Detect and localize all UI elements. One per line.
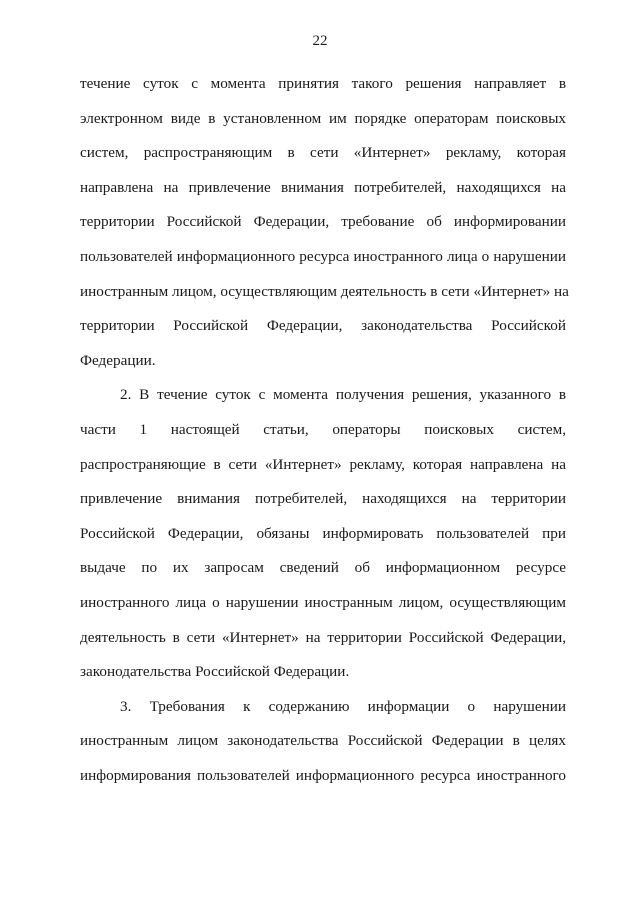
text-line: Российской Федерации, обязаны информировать пользователей при bbox=[80, 524, 566, 542]
paragraph-item-3 bbox=[80, 690, 566, 794]
text-line: деятельность в сети «Интернет» на территории Российской Федерации, bbox=[80, 628, 566, 646]
text-line: пользователей информационного ресурса иностранного лица о нарушении bbox=[80, 247, 566, 265]
text-line: законодательства Российской Федерации. bbox=[80, 663, 350, 681]
text-line: 3. Требования к содержанию информации о нарушении bbox=[120, 697, 566, 715]
document-body bbox=[80, 67, 569, 793]
text-line: распространяющие в сети «Интернет» рекламу, которая направлена на bbox=[80, 455, 566, 473]
text-line: Федерации. bbox=[80, 351, 156, 369]
text-line: 2. В течение суток с момента получения решения, указанного в bbox=[120, 386, 566, 404]
text-line: систем, распространяющим в сети «Интернет» рекламу, которая bbox=[80, 144, 566, 162]
text-line: части 1 настоящей статьи, операторы поисковых систем, bbox=[80, 420, 566, 438]
page-number: 22 bbox=[312, 33, 328, 49]
text-line: направлена на привлечение внимания потребителей, находящихся на bbox=[80, 178, 566, 196]
text-line: электронном виде в установленном им порядке операторам поисковых bbox=[80, 109, 566, 127]
text-line: иностранного лица о нарушении иностранным лицом, осуществляющим bbox=[80, 593, 566, 611]
paragraph-continuation bbox=[80, 67, 569, 378]
text-line: иностранным лицом законодательства Российской Федерации в целях bbox=[80, 732, 566, 750]
text-line: территории Российской Федерации, требование об информировании bbox=[80, 213, 566, 231]
text-line: привлечение внимания потребителей, находящихся на территории bbox=[80, 490, 566, 508]
text-line: иностранным лицом, осуществляющим деятельность в сети «Интернет» на bbox=[80, 282, 569, 300]
text-line: информирования пользователей информационного ресурса иностранного bbox=[80, 766, 566, 784]
text-line: территории Российской Федерации, законодательства Российской bbox=[80, 317, 566, 335]
text-line: течение суток с момента принятия такого решения направляет в bbox=[80, 75, 566, 92]
text-line: выдаче по их запросам сведений об информационном ресурсе bbox=[80, 559, 566, 577]
paragraph-item-2 bbox=[80, 378, 566, 689]
